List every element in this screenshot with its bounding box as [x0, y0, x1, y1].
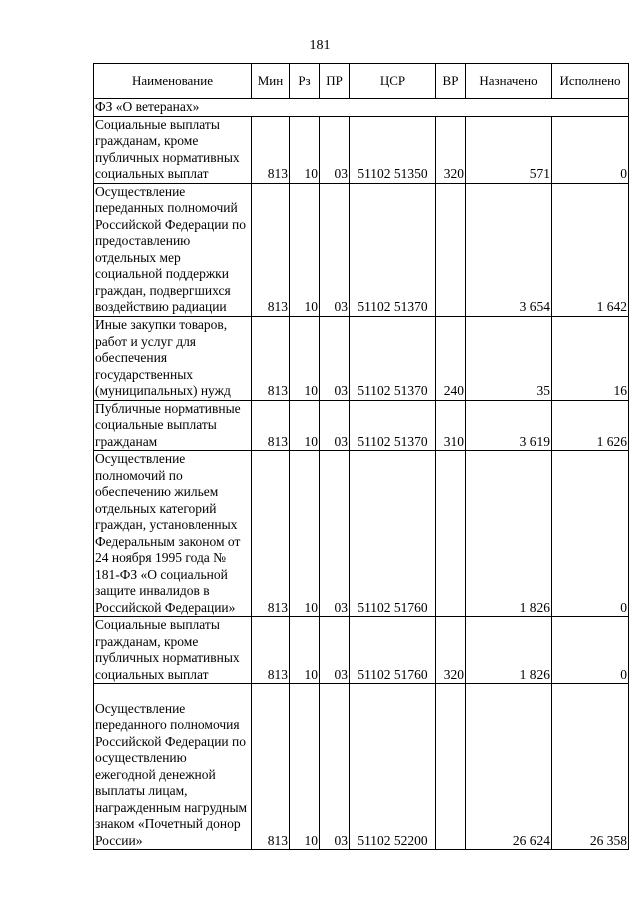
row-vr [436, 451, 466, 617]
row-name: Социальные выплаты гражданам, кроме публичных нормативных социальных выплат [94, 617, 252, 684]
table-row [94, 617, 629, 684]
header-vr: ВР [436, 64, 466, 99]
row-min: 813 [252, 400, 290, 451]
table-row [94, 183, 629, 316]
row-pr: 03 [320, 451, 350, 617]
row-assigned: 571 [466, 116, 552, 183]
table-row [94, 316, 629, 400]
table-header-row [94, 64, 629, 99]
row-rz: 10 [290, 451, 320, 617]
row-name: Иные закупки товаров, работ и услуг для обеспечения государственных (муниципальных) нужд [94, 316, 252, 400]
row-pr: 03 [320, 116, 350, 183]
row-rz: 10 [290, 617, 320, 684]
row-csr: 51102 52200 [350, 684, 436, 850]
row-rz: 10 [290, 400, 320, 451]
row-rz: 10 [290, 684, 320, 850]
row-vr: 320 [436, 617, 466, 684]
row-min: 813 [252, 116, 290, 183]
table-row [94, 400, 629, 451]
header-name: Наименование [94, 64, 252, 99]
row-csr: 51102 51760 [350, 617, 436, 684]
row-name: Осуществление полномочий по обеспечению жильем отдельных категорий граждан, установленных Федеральным законом от 24 ноября 1995 года № 181-ФЗ «О социальной защите инвалидов в Российской Федерации» [94, 451, 252, 617]
row-pr: 03 [320, 684, 350, 850]
row-assigned: 1 826 [466, 451, 552, 617]
row-min: 813 [252, 617, 290, 684]
row-pr: 03 [320, 400, 350, 451]
row-min: 813 [252, 684, 290, 850]
header-min: Мин [252, 64, 290, 99]
header-executed: Исполнено [552, 64, 629, 99]
header-assigned: Назначено [466, 64, 552, 99]
row-vr [436, 183, 466, 316]
row-csr: 51102 51350 [350, 116, 436, 183]
row-vr [436, 684, 466, 850]
row-name: Осуществление переданного полномочия Российской Федерации по осуществлению ежегодной денежной выплаты лицам, награжденным нагрудным знаком «Почетный донор России» [94, 684, 252, 850]
row-executed: 0 [552, 116, 629, 183]
row-csr: 51102 51370 [350, 183, 436, 316]
row-executed: 26 358 [552, 684, 629, 850]
page-number: 181 [309, 38, 331, 53]
table-row [94, 116, 629, 183]
row-min: 813 [252, 316, 290, 400]
row-executed: 1 642 [552, 183, 629, 316]
header-rz: Рз [290, 64, 320, 99]
section-row [94, 99, 629, 117]
row-min: 813 [252, 451, 290, 617]
row-rz: 10 [290, 116, 320, 183]
row-vr: 240 [436, 316, 466, 400]
table-row [94, 684, 629, 850]
row-pr: 03 [320, 617, 350, 684]
row-executed: 0 [552, 617, 629, 684]
row-assigned: 3 654 [466, 183, 552, 316]
row-assigned: 35 [466, 316, 552, 400]
row-executed: 0 [552, 451, 629, 617]
row-rz: 10 [290, 183, 320, 316]
header-csr: ЦСР [350, 64, 436, 99]
row-executed: 1 626 [552, 400, 629, 451]
header-pr: ПР [320, 64, 350, 99]
row-csr: 51102 51370 [350, 316, 436, 400]
row-name: Социальные выплаты гражданам, кроме публичных нормативных социальных выплат [94, 116, 252, 183]
row-assigned: 1 826 [466, 617, 552, 684]
table-row [94, 451, 629, 617]
row-pr: 03 [320, 183, 350, 316]
row-assigned: 26 624 [466, 684, 552, 850]
row-csr: 51102 51760 [350, 451, 436, 617]
row-vr: 320 [436, 116, 466, 183]
row-executed: 16 [552, 316, 629, 400]
row-csr: 51102 51370 [350, 400, 436, 451]
row-name: Осуществление переданных полномочий Российской Федерации по предоставлению отдельных мер социальной поддержки граждан, подвергшихся воздействию радиации [94, 183, 252, 316]
row-vr: 310 [436, 400, 466, 451]
row-name: Публичные нормативные социальные выплаты гражданам [94, 400, 252, 451]
row-pr: 03 [320, 316, 350, 400]
row-min: 813 [252, 183, 290, 316]
budget-table [93, 63, 629, 850]
section-title: ФЗ «О ветеранах» [94, 99, 629, 117]
row-assigned: 3 619 [466, 400, 552, 451]
row-rz: 10 [290, 316, 320, 400]
